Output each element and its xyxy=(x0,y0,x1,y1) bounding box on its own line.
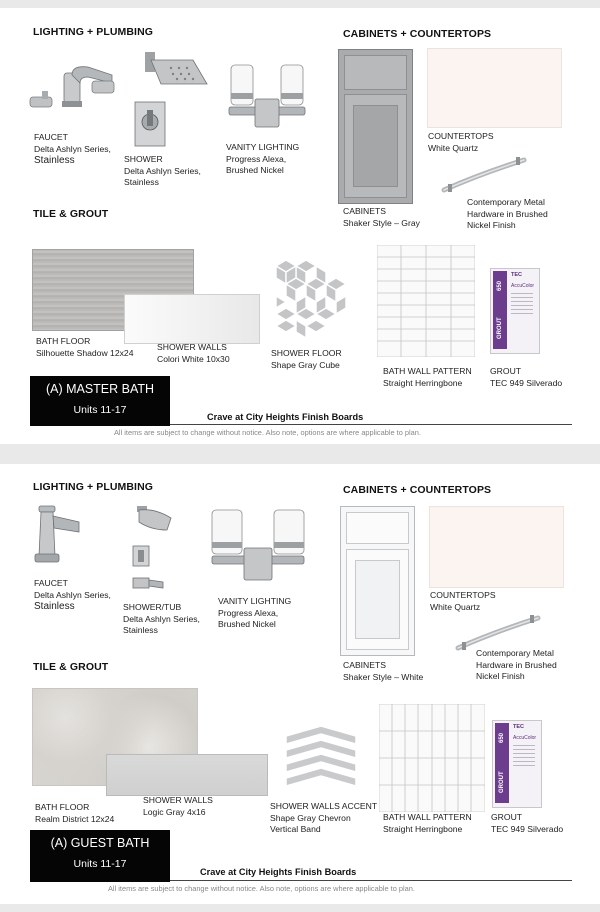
grout-bag-image xyxy=(490,268,540,354)
shower-tub-image xyxy=(125,502,177,602)
section-heading-tile-grout: TILE & GROUT xyxy=(33,208,109,220)
cabinet-pull-hardware-image xyxy=(454,610,544,652)
plan-tag: (A) GUEST BATH Units 11-17 xyxy=(30,830,170,882)
grout-bag-word: GROUT xyxy=(499,771,505,793)
section-heading-lighting-plumbing: LIGHTING + PLUMBING xyxy=(33,481,154,493)
grout-bag-number: 650 xyxy=(497,281,503,292)
cabinet-door-gray-swatch xyxy=(338,49,413,204)
faucet-label: FAUCET Delta Ashlyn Series, Stainless xyxy=(34,132,111,166)
shower-walls-accent-label: SHOWER WALLS ACCENT Shape Gray Chevron Vertical Band xyxy=(270,801,378,834)
vanity-light-image xyxy=(225,63,309,139)
faucet-image xyxy=(28,63,120,123)
bath-wall-pattern-swatch xyxy=(379,704,485,812)
shower-walls-tile-swatch xyxy=(124,294,260,344)
grout-label: GROUT TEC 949 Silverado xyxy=(491,812,564,834)
bath-wall-pattern-label: BATH WALL PATTERN Straight Herringbone xyxy=(383,812,472,834)
grout-bag-image xyxy=(492,720,542,808)
disclaimer-text: All items are subject to change without notice. Also note, options are where applicable to plan. xyxy=(114,428,421,437)
plan-tag: (A) MASTER BATH Units 11-17 xyxy=(30,376,170,426)
hardware-label: Contemporary Metal Hardware in Brushed Nickel Finish xyxy=(476,648,557,681)
hardware-label: Contemporary Metal Hardware in Brushed Nickel Finish xyxy=(467,197,548,230)
footer-title: Crave at City Heights Finish Boards xyxy=(207,412,364,422)
faucet-label: FAUCET Delta Ashlyn Series, Stainless xyxy=(34,578,111,612)
cabinet-door-white-swatch xyxy=(340,506,415,656)
vanity-lighting-label: VANITY LIGHTING Progress Alexa, Brushed Nickel xyxy=(218,596,292,629)
bath-floor-label: BATH FLOOR Realm District 12x24 xyxy=(35,802,115,824)
shower-walls-accent-chevron-swatch xyxy=(286,726,356,792)
shower-label: SHOWER Delta Ashlyn Series, Stainless xyxy=(124,154,201,187)
countertops-label: COUNTERTOPS White Quartz xyxy=(430,590,496,612)
shower-walls-label: SHOWER WALLS Logic Gray 4x16 xyxy=(143,795,213,817)
shower-image xyxy=(133,50,209,150)
disclaimer-text: All items are subject to change without notice. Also note, options are where applicable to plan. xyxy=(108,884,415,893)
finish-board-guest-bath xyxy=(0,464,600,904)
shower-floor-label: SHOWER FLOOR Shape Gray Cube xyxy=(271,348,342,370)
shower-walls-tile-swatch xyxy=(106,754,268,796)
shower-tub-label: SHOWER/TUB Delta Ashlyn Series, Stainless xyxy=(123,602,200,635)
cabinets-label: CABINETS Shaker Style – White xyxy=(343,660,424,682)
vanity-lighting-label: VANITY LIGHTING Progress Alexa, Brushed Nickel xyxy=(226,142,300,175)
finish-board-master-bath xyxy=(0,8,600,444)
shower-walls-label: SHOWER WALLS Colori White 10x30 xyxy=(157,342,230,364)
bath-wall-pattern-label: BATH WALL PATTERN Straight Herringbone xyxy=(383,366,472,388)
section-heading-tile-grout: TILE & GROUT xyxy=(33,661,109,673)
cabinet-pull-hardware-image xyxy=(440,152,530,194)
grout-bag-product: AccuColor xyxy=(511,283,535,289)
grout-bag-product: AccuColor xyxy=(513,735,537,741)
footer-title: Crave at City Heights Finish Boards xyxy=(200,867,357,877)
grout-label: GROUT TEC 949 Silverado xyxy=(490,366,563,388)
bath-wall-pattern-swatch xyxy=(377,245,475,357)
grout-bag-number: 650 xyxy=(499,733,505,744)
countertop-quartz-swatch xyxy=(429,506,564,588)
faucet-image xyxy=(33,502,85,566)
section-heading-cabinets-countertops: CABINETS + COUNTERTOPS xyxy=(343,484,492,496)
shower-floor-cube-tile-swatch xyxy=(274,258,350,340)
grout-bag-brand: TEC xyxy=(511,272,522,278)
countertops-label: COUNTERTOPS White Quartz xyxy=(428,131,494,153)
section-heading-lighting-plumbing: LIGHTING + PLUMBING xyxy=(33,26,154,38)
footer-rule xyxy=(170,424,572,425)
vanity-light-image xyxy=(208,508,308,588)
bath-floor-label: BATH FLOOR Silhouette Shadow 12x24 xyxy=(36,336,134,358)
cabinets-label: CABINETS Shaker Style – Gray xyxy=(343,206,420,228)
footer-rule xyxy=(170,880,572,881)
grout-bag-brand: TEC xyxy=(513,724,524,730)
countertop-quartz-swatch xyxy=(427,48,562,128)
grout-bag-word: GROUT xyxy=(497,317,503,339)
section-heading-cabinets-countertops: CABINETS + COUNTERTOPS xyxy=(343,28,492,40)
